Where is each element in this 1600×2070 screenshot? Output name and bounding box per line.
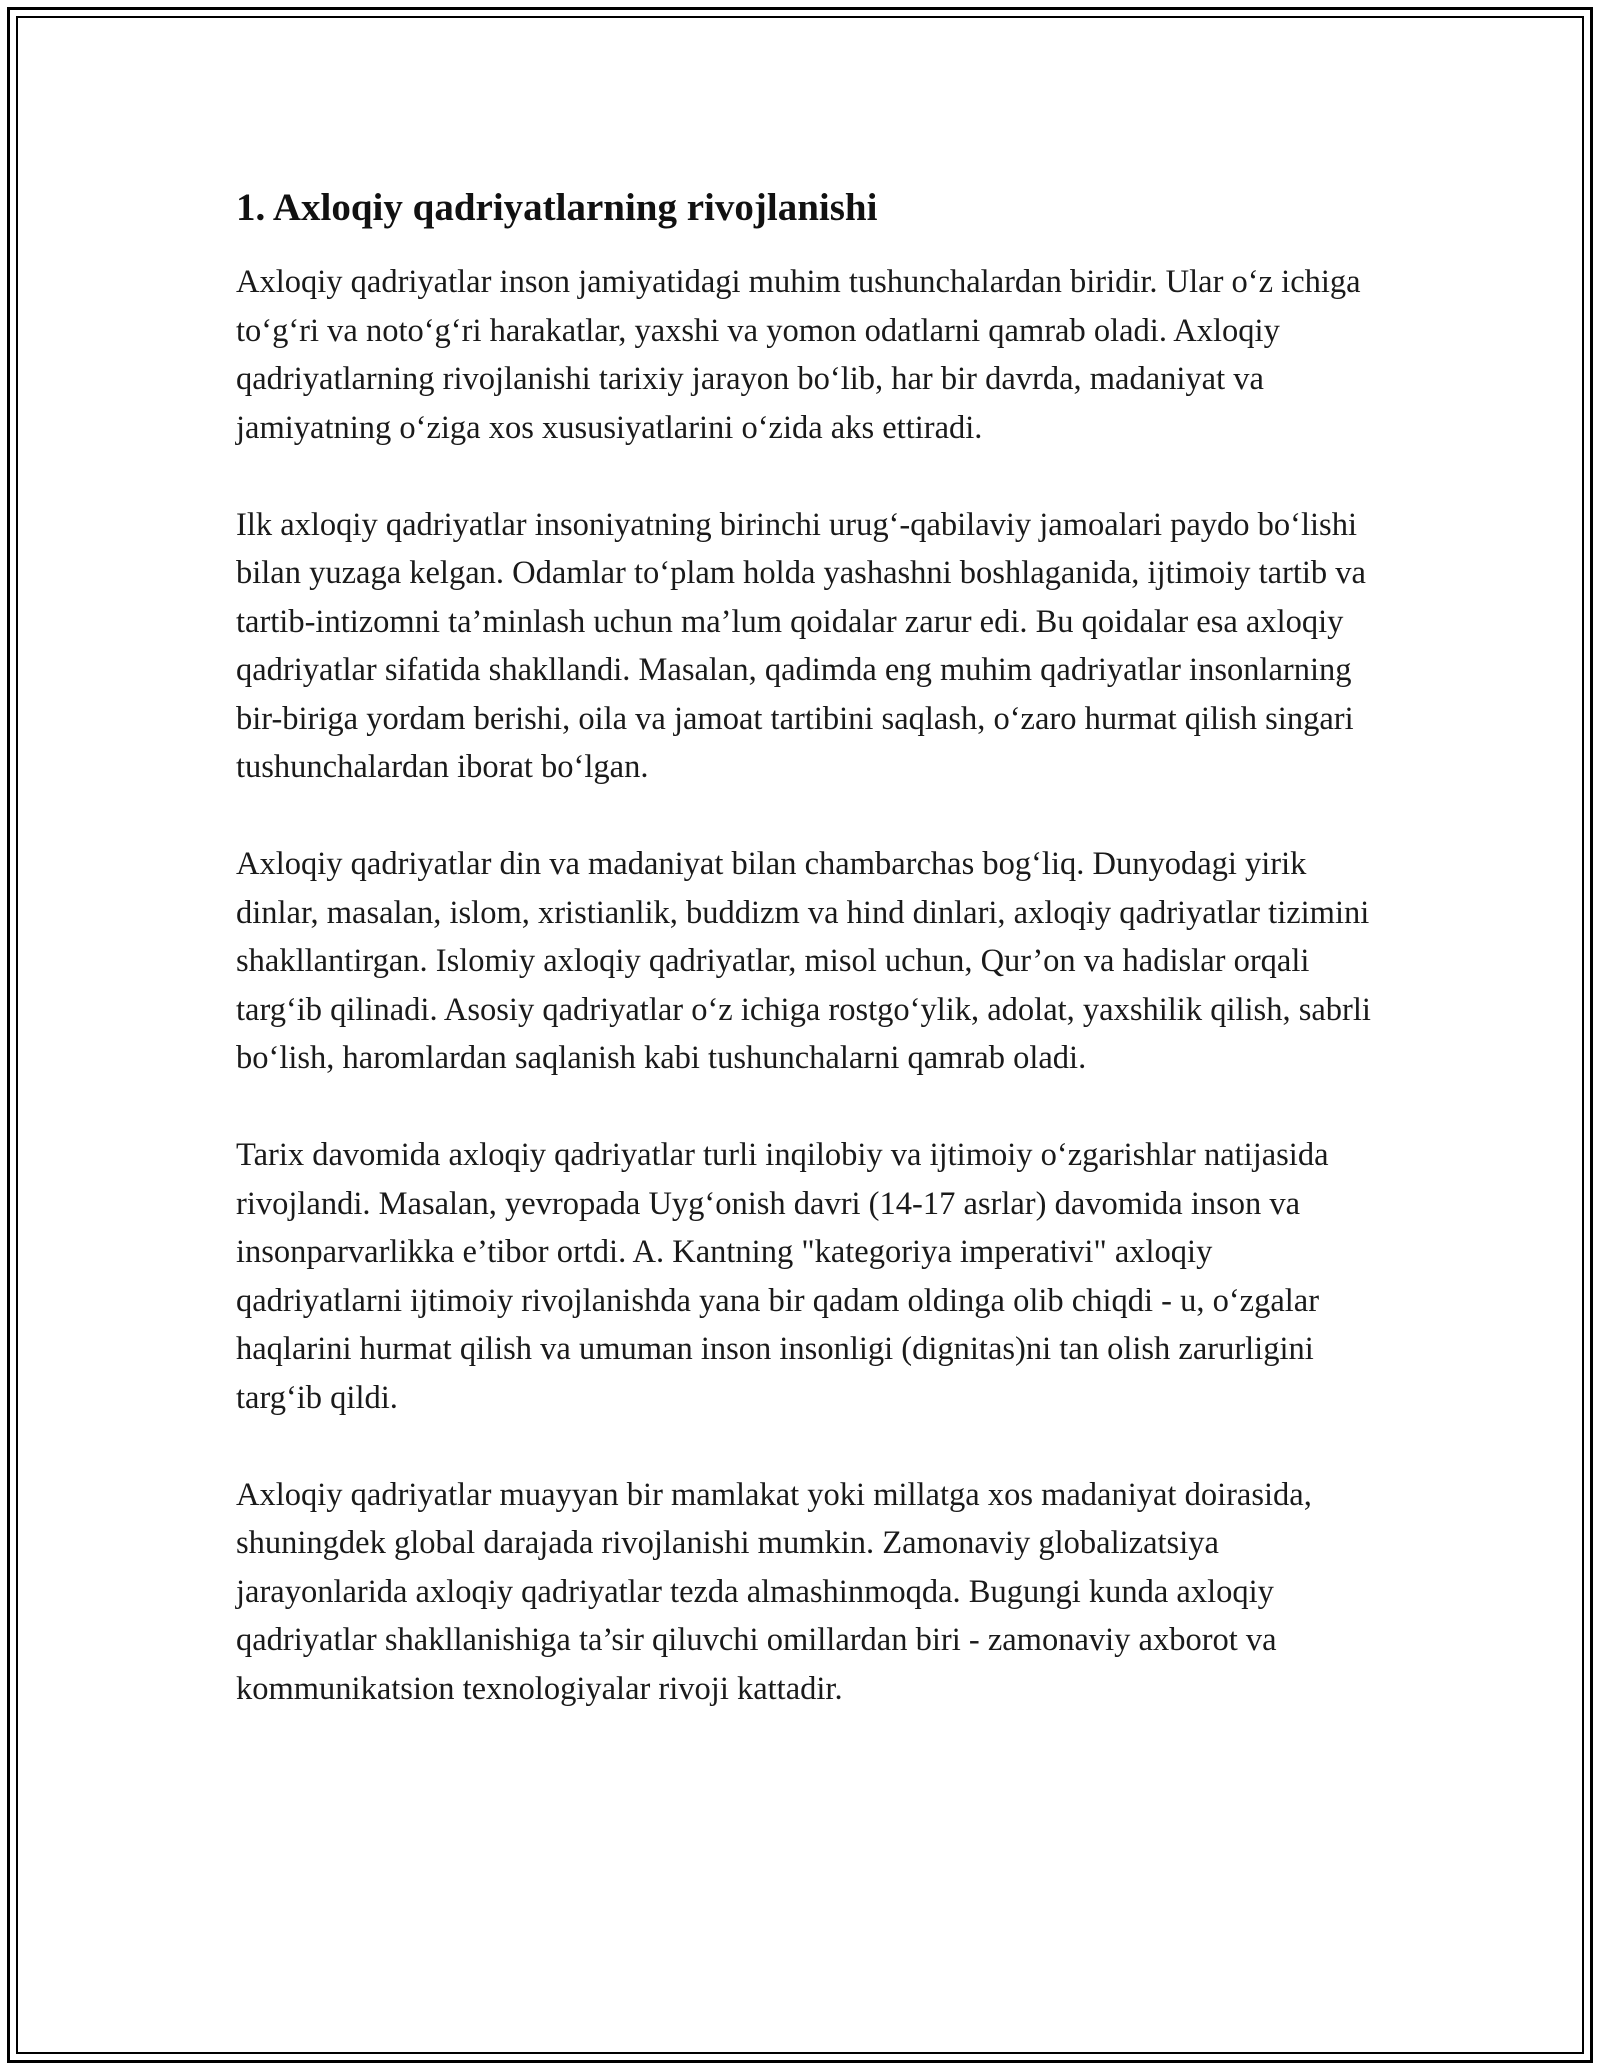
paragraph-1: Axloqiy qadriyatlar inson jamiyatidagi muhim tushunchalardan biridir. Ular o‘z ichiga to‘g‘ri va noto‘g‘ri harakatlar, yaxshi va yomon odatlarni qamrab oladi. Axloqiy qadriyatlarning rivojlanishi tarixiy jarayon bo‘lib, har bir davrda, madaniyat va jamiyatning o‘ziga xos xususiyatlarini o‘zida aks ettiradi. [236,264,1361,446]
paragraph-5: Axloqiy qadriyatlar muayyan bir mamlakat yoki millatga xos madaniyat doirasida, shuningdek global darajada rivojlanishi mumkin. Zamonaviy globalizatsiya jarayonlarida axloqiy qadriyatlar tezda almashinmoqda. Bugungi kunda axloqiy qadriyatlar shakllanishiga ta’sir qiluvchi omillardan biri - zamonaviy axborot va kommunikatsion texnologiyalar rivoji kattadir. [236,1476,1312,1707]
section-heading: 1. Axloqiy qadriyatlarning rivojlanishi [236,186,878,229]
document-body [236,184,1386,1713]
paragraph-3: Axloqiy qadriyatlar din va madaniyat bilan chambarchas bog‘liq. Dunyodagi yirik dinlar, masalan, islom, xristianlik, buddizm va hind dinlari, axloqiy qadriyatlar tizimini shakllantirgan. Islomiy axloqiy qadriyatlar, misol uchun, Qur’on va hadislar orqali targ‘ib qilinadi. Asosiy qadriyatlar o‘z ichiga rostgo‘ylik, adolat, yaxshilik qilish, sabrli bo‘lish, haromlardan saqlanish kabi tushunchalarni qamrab oladi. [236,846,1371,1076]
paragraph-4: Tarix davomida axloqiy qadriyatlar turli inqilobiy va ijtimoiy o‘zgarishlar natijasida rivojlandi. Masalan, yevropada Uyg‘onish davri (14-17 asrlar) davomida inson va insonparvarlikka e’tibor ortdi. A. Kantning "kategoriya imperativi" axloqiy qadriyatlarni ijtimoiy rivojlanishda yana bir qadam oldinga olib chiqdi - u, o‘zgalar haqlarini hurmat qilish va umuman inson insonligi (dignitas)ni tan olish zarurligini targ‘ib qildi. [236,1137,1329,1416]
paragraph-2: Ilk axloqiy qadriyatlar insoniyatning birinchi urug‘-qabilaviy jamoalari paydo bo‘lishi bilan yuzaga kelgan. Odamlar to‘plam holda yashashni boshlaganida, ijtimoiy tartib va tartib-intizomni ta’minlash uchun ma’lum qoidalar zarur edi. Bu qoidalar esa axloqiy qadriyatlar sifatida shakllandi. Masalan, qadimda eng muhim qadriyatlar insonlarning bir-biriga yordam berishi, oila va jamoat tartibini saqlash, o‘zaro hurmat qilish singari tushunchalardan iborat bo‘lgan. [236,506,1366,785]
